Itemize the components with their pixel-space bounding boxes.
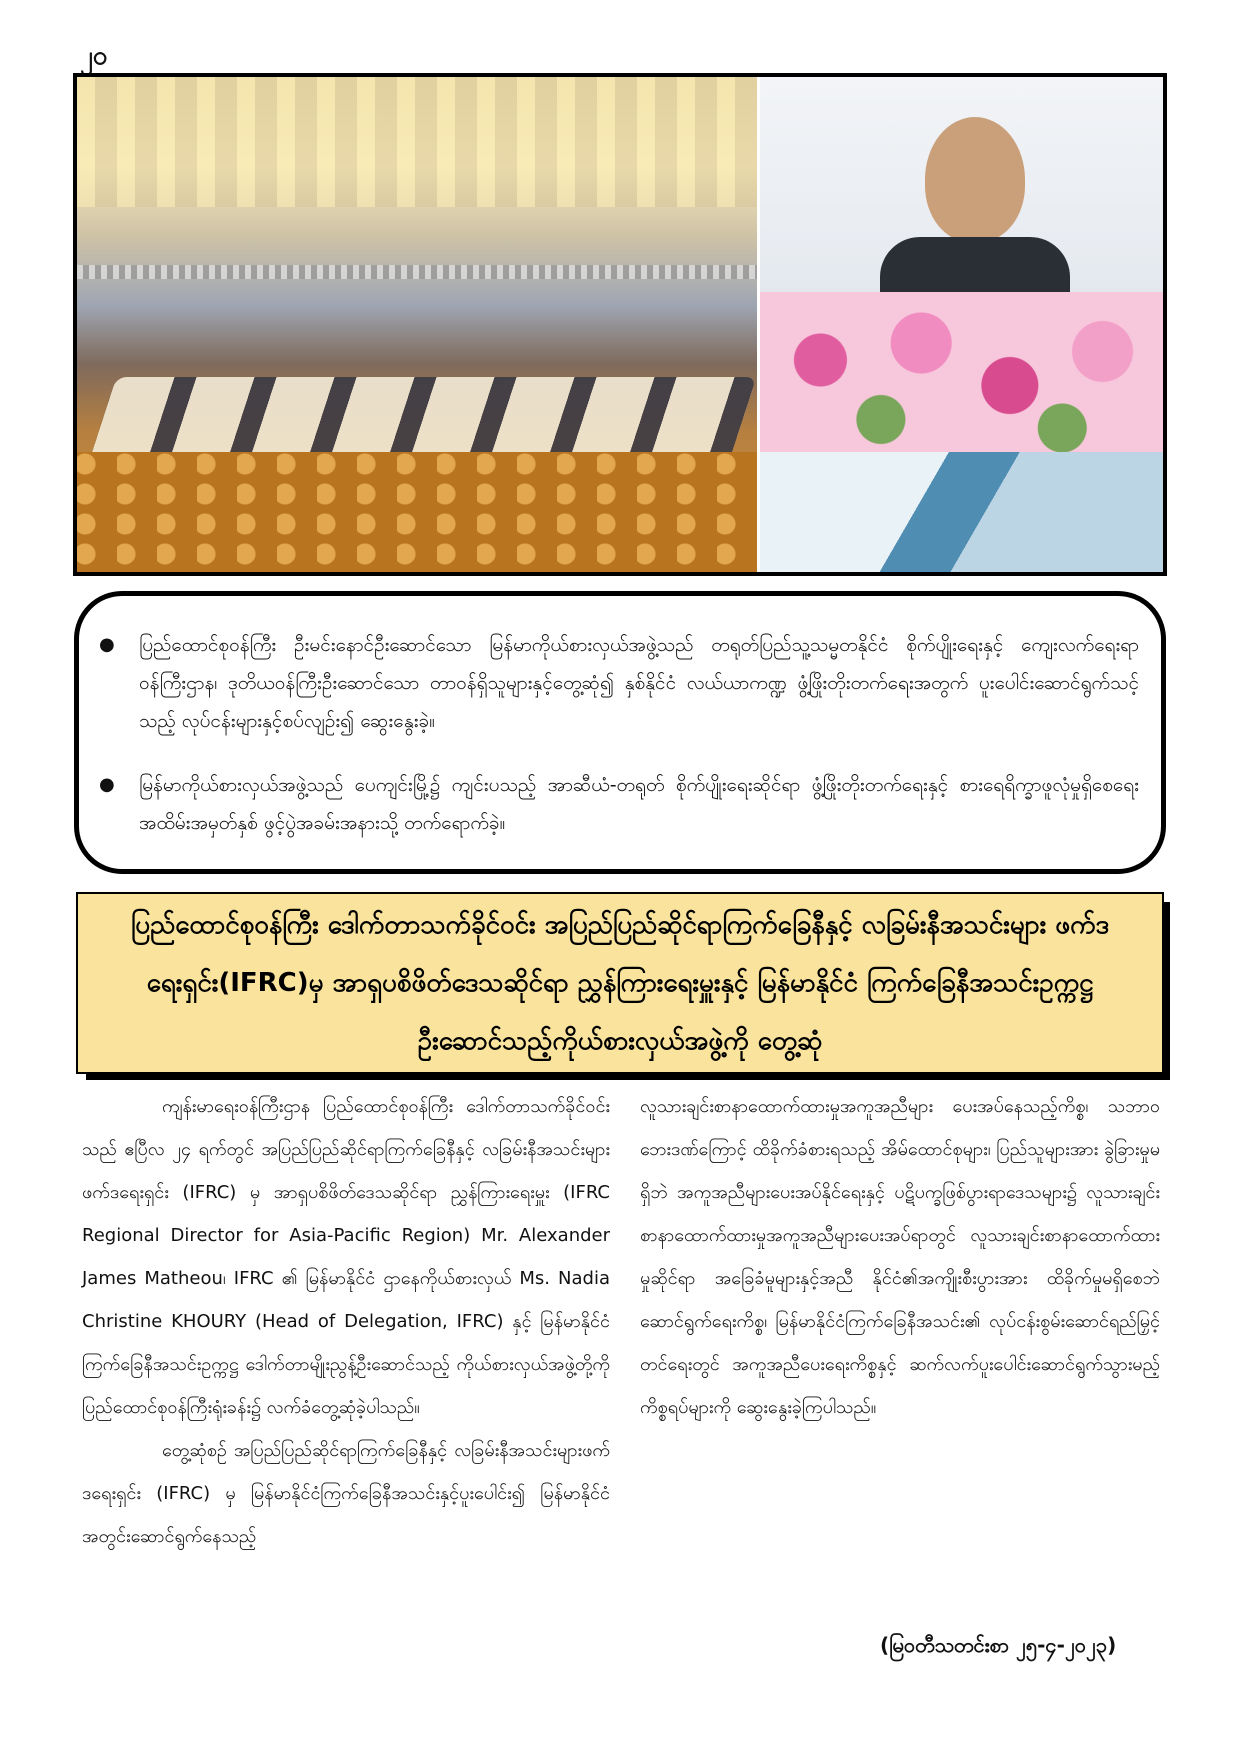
summary-bullet: ● မြန်မာကိုယ်စားလှယ်အဖွဲ့သည် ပေကျင်းမြို့၌ ကျင်းပသည့် အာဆီယံ-တရုတ် စိုက်ပျိုးရေးဆိုင်ရာ ဖွံ့ဖြိုးတိုးတက်ရေးနှင့် စားရေရိက္ခာဖူလုံမှုရှိစေရေး အထိမ်းအမှတ်နှစ် ဖွင့်ပွဲအခမ်းအနားသို့ တက်ရောက်ခဲ့။ [139, 766, 1139, 842]
article-paragraph: ကျန်းမာရေးဝန်ကြီးဌာန ပြည်ထောင်စုဝန်ကြီး ဒေါက်တာသက်ခိုင်ဝင်းသည် ဧပြီလ ၂၄ ရက်တွင် အပြည်ပြည်ဆိုင်ရာကြက်ခြေနီနှင့် လခြမ်းနီအသင်းများဖက်ဒရေးရှင်း (IFRC) မှ အာရှပစိဖိတ်ဒေသဆိုင်ရာ ညွှန်ကြားရေးမှူး (IFRC Regional Director for Asia-Pacific Region) Mr. Alexander James Matheou၊ IFRC ၏ မြန်မာနိုင်ငံ ဌာနေကိုယ်စားလှယ် Ms. Nadia Christine KHOURY (Head of Delegation, IFRC) နှင့် မြန်မာနိုင်ငံကြက်ခြေနီအသင်းဥက္ကဋ္ဌ ဒေါက်တာမျိုးညွန့်ဦးဆောင်သည့် ကိုယ်စားလှယ်အဖွဲ့တို့ကို ပြည်ထောင်စုဝန်ကြီးရုံးခန်း၌ လက်ခံတွေ့ဆုံခဲ့ပါသည်။ [82, 1096, 610, 1418]
article-column-right [640, 1085, 1160, 1429]
source-credit: (မြဝတီသတင်းစာ ၂၅-၄-၂၀၂၃) [880, 1633, 1117, 1657]
article-paragraph: တွေ့ဆုံစဉ် အပြည်ပြည်ဆိုင်ရာကြက်ခြေနီနှင့် လခြမ်းနီအသင်းများဖက်ဒရေးရှင်း (IFRC) မှ မြန်မာနိုင်ငံကြက်ခြေနီအသင်းနှင့်ပူးပေါင်း၍ မြန်မာနိုင်ငံအတွင်းဆောင်ရွက်နေသည့် [82, 1440, 610, 1547]
headline-box [76, 892, 1164, 1074]
article-paragraph: လူသားချင်းစာနာထောက်ထားမှုအကူအညီများ ပေးအပ်နေသည့်ကိစ္စ၊ သဘာဝဘေးဒဏ်ကြောင့် ထိခိုက်ခံစားရသည့် အိမ်ထောင်စုများ၊ ပြည်သူများအား ခွဲခြားမှုမရှိဘဲ အကူအညီများပေးအပ်နိုင်ရေးနှင့် ပဋိပက္ခဖြစ်ပွားရာဒေသများ၌ လူသားချင်းစာနာထောက်ထားမှုအကူအညီများပေးအပ်ရာတွင် လူသားချင်းစာနာထောက်ထားမှုဆိုင်ရာ အခြေခံမူများနှင့်အညီ နိုင်ငံ၏အကျိုးစီးပွားအား ထိခိုက်မှုမရှိစေဘဲ ဆောင်ရွက်ရေးကိစ္စ၊ မြန်မာနိုင်ငံကြက်ခြေနီအသင်း၏ လုပ်ငန်းစွမ်းဆောင်ရည်မြှင့်တင်ရေးတွင် အကူအညီပေးရေးကိစ္စနှင့် ဆက်လက်ပူးပေါင်းဆောင်ရွက်သွားမည့်ကိစ္စရပ်များကို ဆွေးနွေးခဲ့ကြပါသည်။ [640, 1096, 1160, 1418]
photo-strip [73, 73, 1167, 576]
speaker-at-podium-photo [757, 77, 1163, 572]
page-number: ၂၀ [80, 41, 108, 71]
conference-hall-photo [77, 77, 757, 572]
summary-box [74, 591, 1166, 874]
summary-bullet: ● ပြည်ထောင်စုဝန်ကြီး ဦးမင်းနောင်ဦးဆောင်သော မြန်မာကိုယ်စားလှယ်အဖွဲ့သည် တရုတ်ပြည်သူ့သမ္မတနိုင်ငံ စိုက်ပျိုးရေးနှင့် ကျေးလက်ရေးရာဝန်ကြီးဌာန၊ ဒုတိယဝန်ကြီးဦးဆောင်သော တာဝန်ရှိသူများနှင့်တွေ့ဆုံ၍ နှစ်နိုင်ငံ လယ်ယာကဏ္ဍ ဖွံ့ဖြိုးတိုးတက်ရေးအတွက် ပူးပေါင်းဆောင်ရွက်သင့်သည့် လုပ်ငန်းများနှင့်စပ်လျဉ်း၍ ဆွေးနွေးခဲ့။ [139, 626, 1139, 740]
article-column-left [82, 1085, 610, 1558]
headline: ပြည်ထောင်စုဝန်ကြီး ဒေါက်တာသက်ခိုင်ဝင်း အပြည်ပြည်ဆိုင်ရာကြက်ခြေနီနှင့် လခြမ်းနီအသင်းများ ဖက်ဒရေးရှင်း(IFRC)မှ အာရှပစိဖိတ်ဒေသဆိုင်ရာ ညွှန်ကြားရေးမှူးနှင့် မြန်မာနိုင်ငံ ကြက်ခြေနီအသင်းဥက္ကဋ္ဌ ဦးဆောင်သည့်ကိုယ်စားလှယ်အဖွဲ့ကို တွေ့ဆုံ [130, 910, 1110, 1056]
